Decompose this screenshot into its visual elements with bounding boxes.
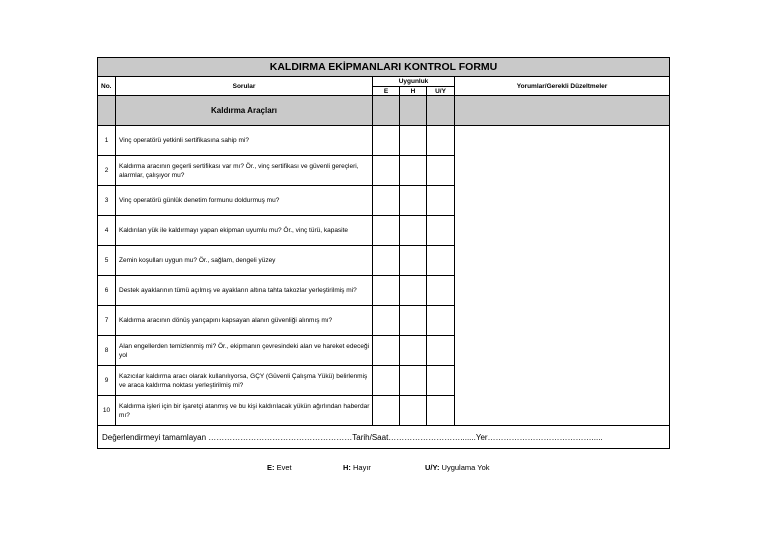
question-text: Kaldırma aracının geçerli sertifikası var mı? Ör., vinç sertifikası ve güvenli gereçleri, alarmlar, çalışıyor mu?: [116, 156, 373, 186]
answer-e-cell[interactable]: [373, 276, 400, 306]
question-number: 3: [98, 186, 116, 216]
question-number: 8: [98, 336, 116, 366]
answer-uy-cell[interactable]: [427, 366, 455, 396]
legend-no: H: Hayır: [343, 463, 371, 472]
section-no-cell: [98, 96, 116, 126]
question-text: Kazıcılar kaldırma aracı olarak kullanılıyorsa, GÇY (Güvenli Çalışma Yükü) belirlenmiş ve araca kaldırma noktası yerleştirilmiş mi?: [116, 366, 373, 396]
answer-e-cell[interactable]: [373, 126, 400, 156]
answer-h-cell[interactable]: [400, 216, 427, 246]
answer-uy-cell[interactable]: [427, 216, 455, 246]
question-text: Zemin koşulları uygun mu? Ör., sağlam, dengeli yüzey: [116, 246, 373, 276]
question-text: Destek ayaklarının tümü açılmış ve ayakların altına tahta takozlar yerleştirilmiş mi?: [116, 276, 373, 306]
answer-uy-cell[interactable]: [427, 126, 455, 156]
header-h: H: [400, 87, 427, 96]
answer-uy-cell[interactable]: [427, 246, 455, 276]
answer-e-cell[interactable]: [373, 216, 400, 246]
comments-cell[interactable]: [455, 126, 670, 426]
answer-uy-cell[interactable]: [427, 156, 455, 186]
inspection-form-table: [97, 57, 670, 449]
answer-e-cell[interactable]: [373, 306, 400, 336]
answer-uy-cell[interactable]: [427, 396, 455, 426]
answer-e-cell[interactable]: [373, 366, 400, 396]
question-number: 4: [98, 216, 116, 246]
question-text: Vinç operatörü yetkinli sertifikasına sahip mi?: [116, 126, 373, 156]
answer-h-cell[interactable]: [400, 276, 427, 306]
legend-not-applicable: U/Y: Uygulama Yok: [425, 463, 490, 472]
answer-uy-cell[interactable]: [427, 276, 455, 306]
legend-yes: E: Evet: [267, 463, 292, 472]
answer-h-cell[interactable]: [400, 336, 427, 366]
question-number: 7: [98, 306, 116, 336]
section-comments-cell: [455, 96, 670, 126]
section-e-cell: [373, 96, 400, 126]
header-e: E: [373, 87, 400, 96]
legend: [0, 463, 768, 475]
question-text: Kaldırma aracının dönüş yarıçapını kapsayan alanın güvenliği alınmış mı?: [116, 306, 373, 336]
answer-e-cell[interactable]: [373, 156, 400, 186]
question-text: Vinç operatörü günlük denetim formunu doldurmuş mu?: [116, 186, 373, 216]
answer-e-cell[interactable]: [373, 186, 400, 216]
section-title: Kaldırma Araçları: [116, 96, 373, 126]
answer-e-cell[interactable]: [373, 336, 400, 366]
section-uy-cell: [427, 96, 455, 126]
question-number: 2: [98, 156, 116, 186]
question-number: 6: [98, 276, 116, 306]
question-text: Alan engellerden temizlenmiş mi? Ör., ekipmanın çevresindeki alan ve hareket edeceği yol: [116, 336, 373, 366]
answer-uy-cell[interactable]: [427, 306, 455, 336]
header-questions: Sorular: [116, 77, 373, 96]
completion-line[interactable]: Değerlendirmeyi tamamlayan ………………………………………………Tarih/Saat……………………….......Yer………………………………….....: [98, 426, 670, 449]
section-row: [98, 96, 670, 126]
section-h-cell: [400, 96, 427, 126]
answer-h-cell[interactable]: [400, 186, 427, 216]
answer-h-cell[interactable]: [400, 156, 427, 186]
question-number: 5: [98, 246, 116, 276]
answer-e-cell[interactable]: [373, 246, 400, 276]
answer-h-cell[interactable]: [400, 306, 427, 336]
question-text: Kaldırılan yük ile kaldırmayı yapan ekipman uyumlu mu? Ör., vinç türü, kapasite: [116, 216, 373, 246]
header-comments: Yorumlar/Gerekli Düzeltmeler: [455, 77, 670, 96]
completion-row: [98, 426, 670, 449]
answer-e-cell[interactable]: [373, 396, 400, 426]
answer-h-cell[interactable]: [400, 396, 427, 426]
question-row: [98, 126, 670, 156]
question-text: Kaldırma işleri için bir işaretçi atanmış ve bu kişi kaldırılacak yükün ağırlından haberdar mı?: [116, 396, 373, 426]
question-number: 9: [98, 366, 116, 396]
header-no: No.: [98, 77, 116, 96]
answer-uy-cell[interactable]: [427, 336, 455, 366]
answer-h-cell[interactable]: [400, 366, 427, 396]
answer-h-cell[interactable]: [400, 246, 427, 276]
answer-uy-cell[interactable]: [427, 186, 455, 216]
header-uy: U/Y: [427, 87, 455, 96]
answer-h-cell[interactable]: [400, 126, 427, 156]
question-number: 10: [98, 396, 116, 426]
question-number: 1: [98, 126, 116, 156]
header-conformity: Uygunluk: [373, 77, 455, 87]
form-title: KALDIRMA EKİPMANLARI KONTROL FORMU: [98, 58, 670, 77]
